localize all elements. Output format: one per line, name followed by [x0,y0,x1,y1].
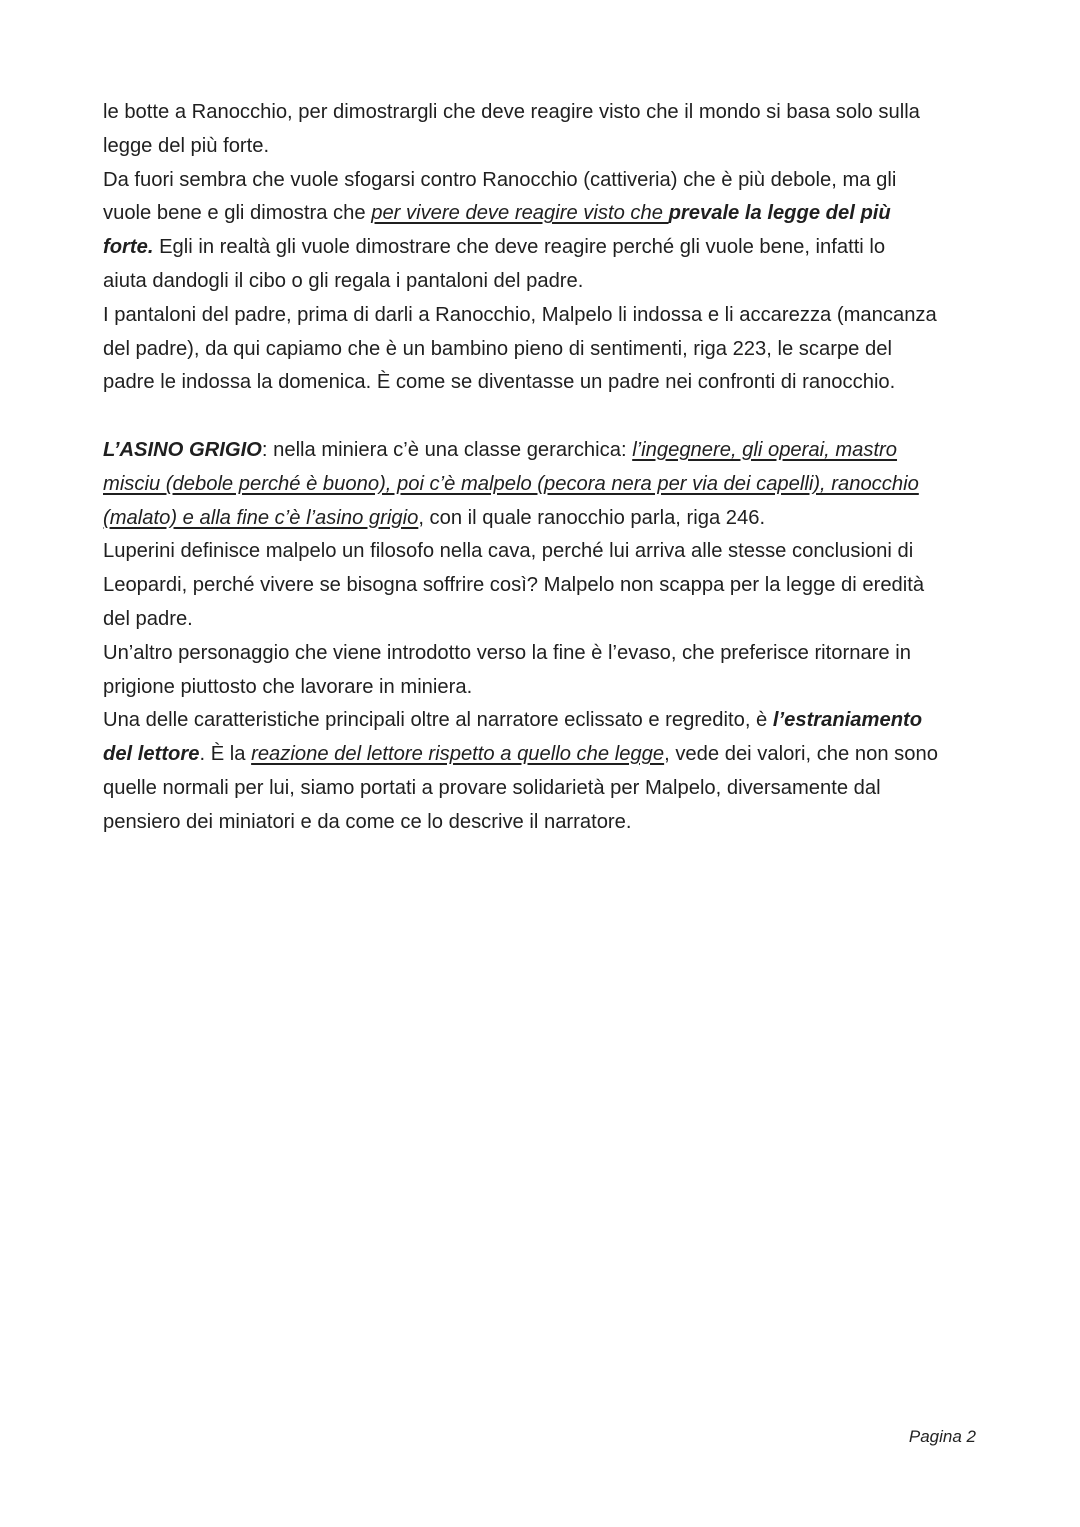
text-run: Da fuori sembra che vuole sfogarsi contro Ranocchio (cattiveria) che è più debole, ma gli [103,168,897,191]
text-run: quelle normali per lui, siamo portati a provare solidarietà per Malpelo, diversamente dal [103,776,881,799]
text-run: vuole bene e gli dimostra che [103,202,372,225]
text-line [103,197,983,231]
text-run: : nella miniera c’è una classe gerarchica: [261,438,633,461]
text-line [103,366,983,400]
text-run: del padre), da qui capiamo che è un bambino pieno di sentimenti, riga 223, le scarpe del [103,337,892,360]
underlined-text: l’ingegnere, gli operai, mastro [632,438,898,461]
text-line [103,265,983,299]
text-line [103,671,983,705]
bold-text: del lettore [103,743,200,766]
underlined-text: reazione del lettore rispetto a quello che legge [251,743,665,766]
bold-text: prevale la legge del più [668,202,891,225]
text-run: Leopardi, perché vivere se bisogna soffrire così? Malpelo non scappa per la legge di eredità [103,574,925,597]
bold-text: l’estraniamento [772,709,923,732]
text-run: legge del più forte. [103,134,270,157]
text-run: del padre. [103,607,193,630]
text-line [103,299,983,333]
bold-text: L’ASINO GRIGIO [103,438,262,461]
bold-text: forte. [103,236,154,259]
text-line [103,164,983,198]
text-run: Egli in realtà gli vuole dimostrare che deve reagire perché gli vuole bene, infatti lo [153,236,886,259]
text-run: aiuta dandogli il cibo o gli regala i pantaloni del padre. [103,269,584,292]
text-line [103,130,983,164]
text-run: Luperini definisce malpelo un filosofo nella cava, perché lui arriva alle stesse conclusioni di [103,540,914,563]
text-run: , con il quale ranocchio parla, riga 246. [418,506,766,529]
text-line [103,772,983,806]
text-line [103,468,983,502]
text-line [103,502,983,536]
text-line [103,333,983,367]
text-line [103,806,983,840]
text-line [103,704,983,738]
underlined-text: per vivere deve reagire visto che [371,202,669,225]
text-run: , vede dei valori, che non sono [664,743,938,766]
page-number: Pagina 2 [908,1427,976,1446]
text-run: I pantaloni del padre, prima di darli a Ranocchio, Malpelo li indossa e li accarezza (mancanza [103,303,937,326]
underlined-text: misciu (debole perché è buono), poi c’è malpelo (pecora nera per via dei capelli), ranocchio [103,472,919,495]
document-body [103,96,983,840]
text-run: pensiero dei miniatori e da come ce lo descrive il narratore. [103,810,632,833]
text-run: le botte a Ranocchio, per dimostrargli che deve reagire visto che il mondo si basa solo sulla [103,101,920,123]
text-line [103,231,983,265]
text-run: Una delle caratteristiche principali oltre al narratore eclissato e regredito, è [103,709,773,732]
text-line [103,569,983,603]
text-line [103,603,983,637]
text-run: prigione piuttosto che lavorare in miniera. [103,675,473,698]
text-run: padre le indossa la domenica. È come se diventasse un padre nei confronti di ranocchio. [103,371,896,394]
text-line [103,434,983,468]
text-run: . È la [199,743,252,766]
text-line [103,637,983,671]
text-line [103,96,983,130]
paragraph-break [103,400,983,434]
text-line [103,535,983,569]
text-line [103,738,983,772]
text-run: Un’altro personaggio che viene introdotto verso la fine è l’evaso, che preferisce ritornare in [103,641,911,664]
underlined-text: (malato) e alla fine c’è l’asino grigio [103,506,419,529]
